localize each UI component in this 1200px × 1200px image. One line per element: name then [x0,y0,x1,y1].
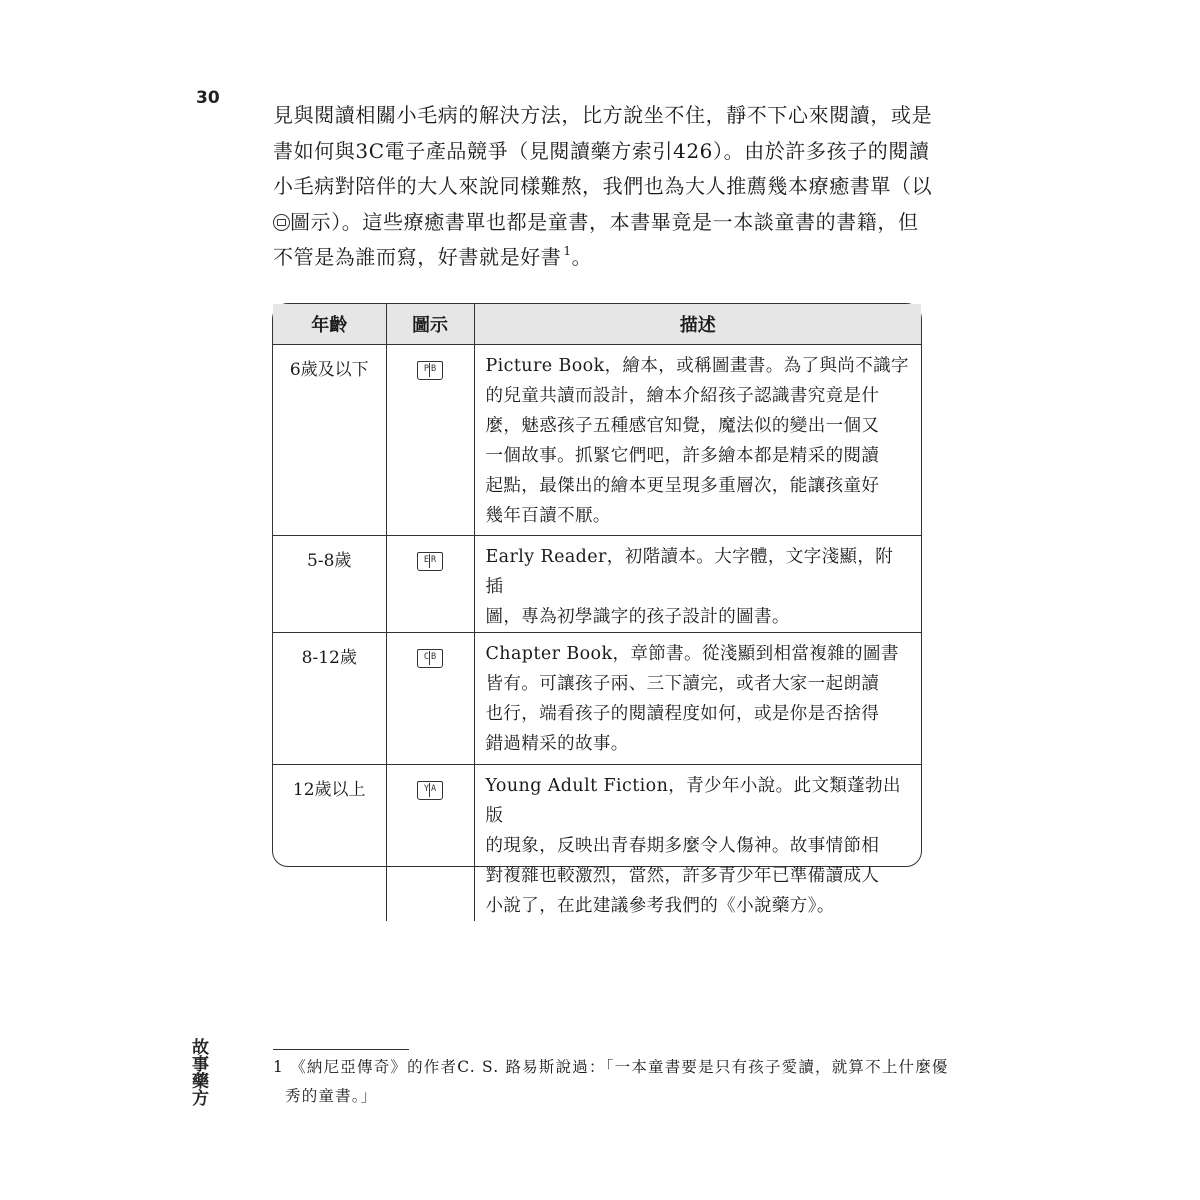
body-line [273,205,923,241]
body-line-text: 不管是為誰而寫，好書就是好書 [273,245,562,269]
description-line: 也行，端看孩子的閱讀程度如何，或是你是否捨得 [485,704,880,724]
footnote-divider [273,1049,409,1050]
table-row [273,345,921,536]
young-adult-icon: YA [417,781,443,800]
body-line-text: 。 [571,245,593,269]
chapter-book-icon: CB [417,649,443,668]
description-cell [474,345,921,536]
description-line: Early Reader，初階讀本。大字體，文字淺顯，附插 [485,547,894,597]
footnote-line: 秀的童書。」 [285,1087,378,1105]
description-cell [474,633,921,765]
column-header-description: 描述 [474,304,921,345]
early-reader-icon: ER [417,552,443,571]
body-line: 書如何與3C電子產品競爭（見閱讀藥方索引426）。由於許多孩子的閱讀 [273,138,930,163]
column-header-icon: 圖示 [386,304,474,345]
description-line: 圖，專為初學識字的孩子設計的圖書。 [485,607,790,627]
picture-book-icon: PB [417,361,443,380]
description-line: Chapter Book，章節書。從淺顯到相當複雜的圖書 [485,644,899,664]
age-cell: 8-12歲 [273,633,386,765]
icon-cell [386,536,474,633]
age-cell: 12歲以上 [273,765,386,922]
body-line [273,240,923,276]
running-title: 故事藥方 [188,1038,208,1106]
table-row [273,765,921,922]
icon-cell [386,633,474,765]
description-line: 錯過精采的故事。 [485,734,629,754]
description-line: 一個故事。抓緊它們吧，許多繪本都是精采的閱讀 [485,446,880,466]
table-header-row [273,304,921,345]
description-line: Picture Book，繪本，或稱圖畫書。為了與尚不識字 [485,356,909,376]
adult-therapy-icon [273,214,290,231]
footnote [273,1053,949,1111]
age-cell: 5-8歲 [273,536,386,633]
description-cell [474,536,921,633]
icon-cell [386,345,474,536]
age-cell: 6歲及以下 [273,345,386,536]
description-line: 幾年百讀不厭。 [485,506,611,526]
description-line: 的現象，反映出青春期多麼令人傷神。故事情節相 [485,836,880,856]
body-paragraph [273,98,933,276]
body-line: 見與閱讀相關小毛病的解決方法，比方說坐不住，靜不下心來閱讀，或是 [273,103,933,127]
description-cell [474,765,921,922]
description-line: Young Adult Fiction，青少年小說。此文類蓬勃出版 [485,776,901,826]
table-row [273,633,921,765]
description-line: 的兒童共讀而設計，繪本介紹孩子認識書究竟是什 [485,386,880,406]
description-line: 皆有。可讓孩子兩、三下讀完，或者大家一起朗讀 [485,674,880,694]
description-line: 麼，魅惑孩子五種感官知覺，魔法似的變出一個又 [485,416,880,436]
age-icon-table [272,303,922,916]
page-number: 30 [196,88,220,108]
table-row [273,536,921,633]
body-line-text: 圖示）。這些療癒書單也都是童書，本書畢竟是一本談童書的書籍，但 [290,209,919,234]
icon-cell [386,765,474,922]
description-line: 小說了，在此建議參考我們的《小說藥方》。 [485,896,835,916]
description-line: 起點，最傑出的繪本更呈現多重層次，能讓孩童好 [485,476,880,496]
description-line: 對複雜也較激烈，當然，許多青少年已準備讀成人 [485,866,880,886]
footnote-mark[interactable]: 1 [563,244,572,258]
footnote-line: 1 《納尼亞傳奇》的作者C. S. 路易斯說過：「一本童書要是只有孩子愛讀，就算不上什麼優 [273,1058,949,1076]
column-header-age: 年齡 [273,304,386,345]
body-line: 小毛病對陪伴的大人來說同樣難熬，我們也為大人推薦幾本療癒書單（以 [273,174,933,198]
